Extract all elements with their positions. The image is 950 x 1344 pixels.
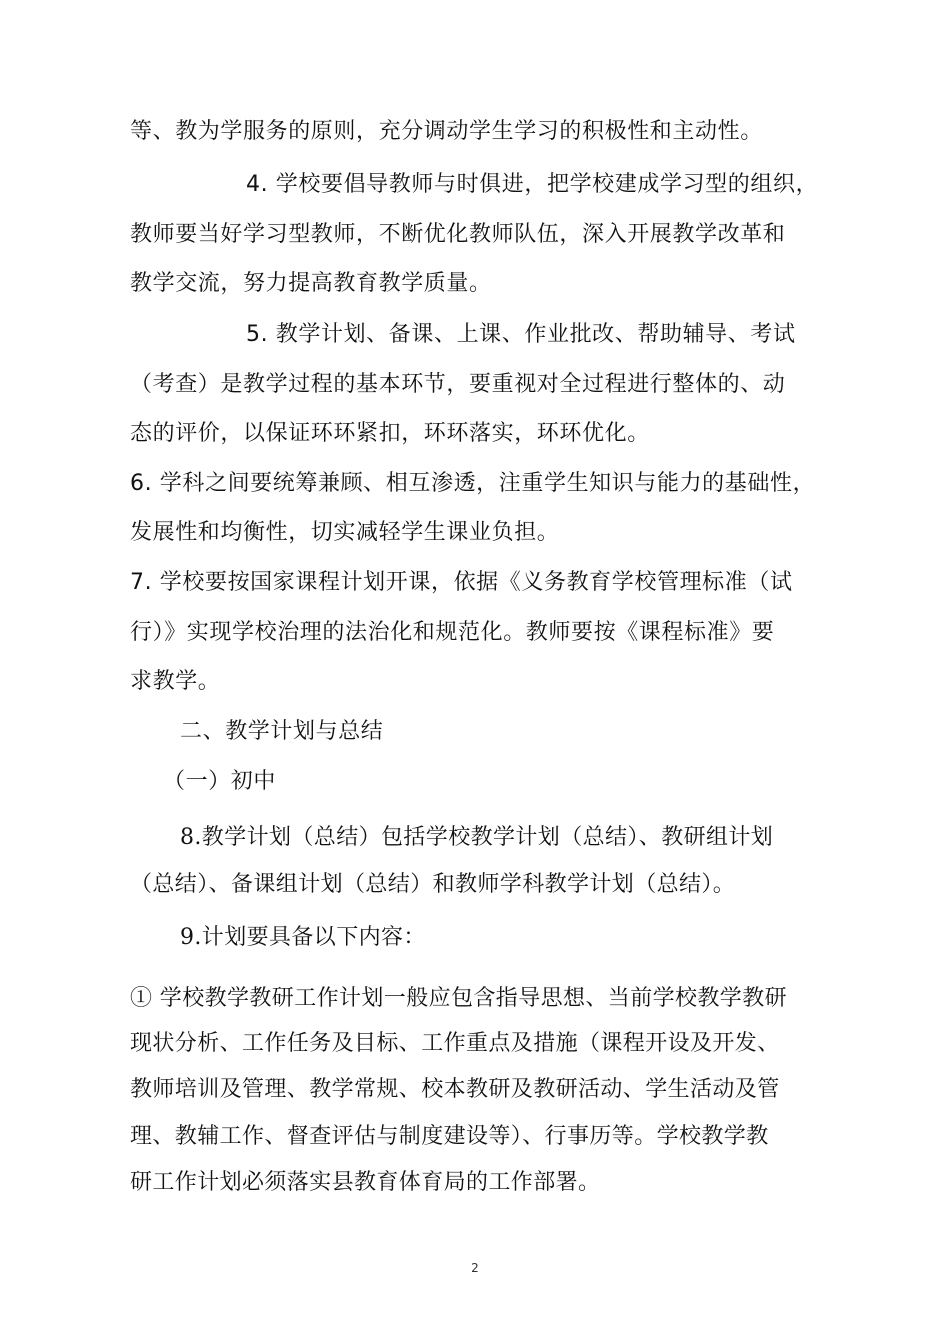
page-number: 2 [471,1261,479,1275]
section-heading: 二、教学计划与总结 [180,719,384,744]
paragraph-line: 求教学。 [130,669,221,694]
paragraph-line: （总结）、备课组计划（总结）和教师学科教学计划（总结）。 [130,872,736,897]
list-item-8: 8.教学计划（总结）包括学校教学计划（总结）、教研组计划 [180,825,774,850]
paragraph-line: 理、教辅工作、督查评估与制度建设等）、行事历等。学校教学教 [130,1124,769,1149]
paragraph-line: 教师培训及管理、教学常规、校本教研及教研活动、学生活动及管 [130,1077,780,1102]
list-item-6: 6. 学科之间要统筹兼顾、相互渗透，注重学生知识与能力的基础性， [130,471,816,496]
list-item-7: 7. 学校要按国家课程计划开课，依据《义务教育学校管理标准（试 [130,570,793,595]
paragraph-line: 教师要当好学习型教师，不断优化教师队伍，深入开展教学改革和 [130,222,786,247]
paragraph-line: （考查）是教学过程的基本环节，要重视对全过程进行整体的、动 [130,372,786,397]
paragraph-line: 教学交流，努力提高教育教学质量。 [130,271,492,296]
list-item-4: 4. 学校要倡导教师与时俱进，把学校建成学习型的组织， [246,172,819,197]
sub-item-1: ① 学校教学教研工作计划一般应包含指导思想、当前学校教学教研 [130,986,787,1011]
paragraph-line: 态的评价，以保证环环紧扣，环环落实，环环优化。 [130,421,650,446]
list-item-9: 9.计划要具备以下内容： [180,925,426,950]
paragraph-line: 行）》实现学校治理的法治化和规范化。教师要按《课程标准》要 [130,620,775,645]
paragraph-line: 现状分析、工作任务及目标、工作重点及措施（课程开设及开发、 [130,1031,780,1056]
list-item-5: 5. 教学计划、备课、上课、作业批改、帮助辅导、考试 [246,322,796,347]
subsection-heading: （一）初中 [163,769,277,794]
paragraph-line: 等、教为学服务的原则，充分调动学生学习的积极性和主动性。 [130,119,763,144]
paragraph-line: 研工作计划必须落实县教育体育局的工作部署。 [130,1170,601,1195]
paragraph-line: 发展性和均衡性，切实减轻学生课业负担。 [130,520,560,545]
